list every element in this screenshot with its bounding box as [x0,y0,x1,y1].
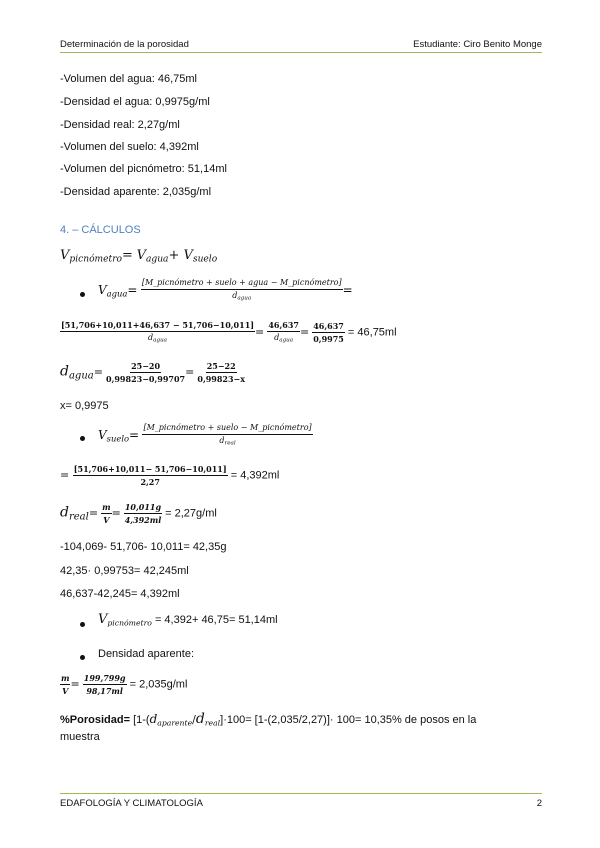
calc-dap: $\frac{m}{V}$ = $\frac{199,799g}{98,17ml}$ = 2,035g/ml [61,673,188,696]
calc-vagua: $\frac{[51,706+10,011+46,637 - 51,706-10,011]}{d_{agua}}$ = $\frac{46,637}{d_{agua}}$ = $\frac{46,637}{0,9975}$ = 46,75ml [61,320,397,345]
data-item: -Densidad aparente: 2,035g/ml [60,186,212,198]
footer-left: EDAFOLOGÍA Y CLIMATOLOGÍA [60,798,203,809]
data-item: -Volumen del agua: 46,75ml [60,73,197,85]
calc-vpic: $V_{picnómetro} = 4,392+ 46,75= 51,14ml$ [98,612,278,628]
data-item: -Volumen del suelo: 4,392ml [60,141,199,153]
header-rule [60,52,542,53]
dap-label: Densidad aparente: [98,648,195,660]
data-item: -Densidad real: 2,27g/ml [60,119,180,131]
calc-line: 42,35· 0,99753= 42,245ml [60,565,189,577]
header-right: Estudiante: Ciro Benito Monge [413,39,542,50]
porosity-line: %Porosidad= [$1-(d_{aparente}/d_{real}]\cdot 100= [1-(2,035/2,27)]\cdot 100= 10,35\%$ de posos en la [60,711,477,728]
bullet [80,622,85,627]
header-left: Determinación de la porosidad [60,39,189,50]
section-title: 4. – CÁLCULOS [60,224,141,236]
bullet [80,436,85,441]
calc-line: 46,637-42,245= 4,392ml [60,588,180,600]
porosity-cont: muestra [60,731,100,743]
x-result: x= 0,9975 [60,400,109,412]
calc-line: -104,069- 51,706- 10,011= 42,35g [60,541,227,553]
equation-vpic: $V_{picnómetro}= V_{agua}+ V_{suelo}$ [60,248,218,265]
bullet [80,292,85,297]
page-number: 2 [536,798,542,809]
interp-dagua: $d_{agua}=$ $\frac{25-20}{0,99823-0,99707}$ = $\frac{25-22}{0,99823-x}$ [60,361,246,384]
footer-rule [60,793,542,794]
calc-vsuelo: = $\frac{[51,706+10,011- 51,706-10,011]}{2,27}$ = 4,392ml [60,464,280,487]
data-item: -Densidad el agua: 0,9975g/ml [60,96,210,108]
equation-vsuelo: $V_{suelo}=$ $\frac{\text{[M\_picnómetro + suelo − M\_picnómetro]}}{d_{real}}$ [98,423,312,447]
calc-dreal: $d_{real}=$ $\frac{m}{V}$ = $\frac{10,011g}{4,392ml}$ = 2,27g/ml [60,502,217,525]
data-item: -Volumen del picnómetro: 51,14ml [60,163,227,175]
equation-vagua: $V_{agua}=$ $\frac{\text{[M\_picnómetro + suelo + agua − M\_picnómetro]}}{d_{agua}}$ = [98,278,353,302]
bullet [80,655,85,660]
